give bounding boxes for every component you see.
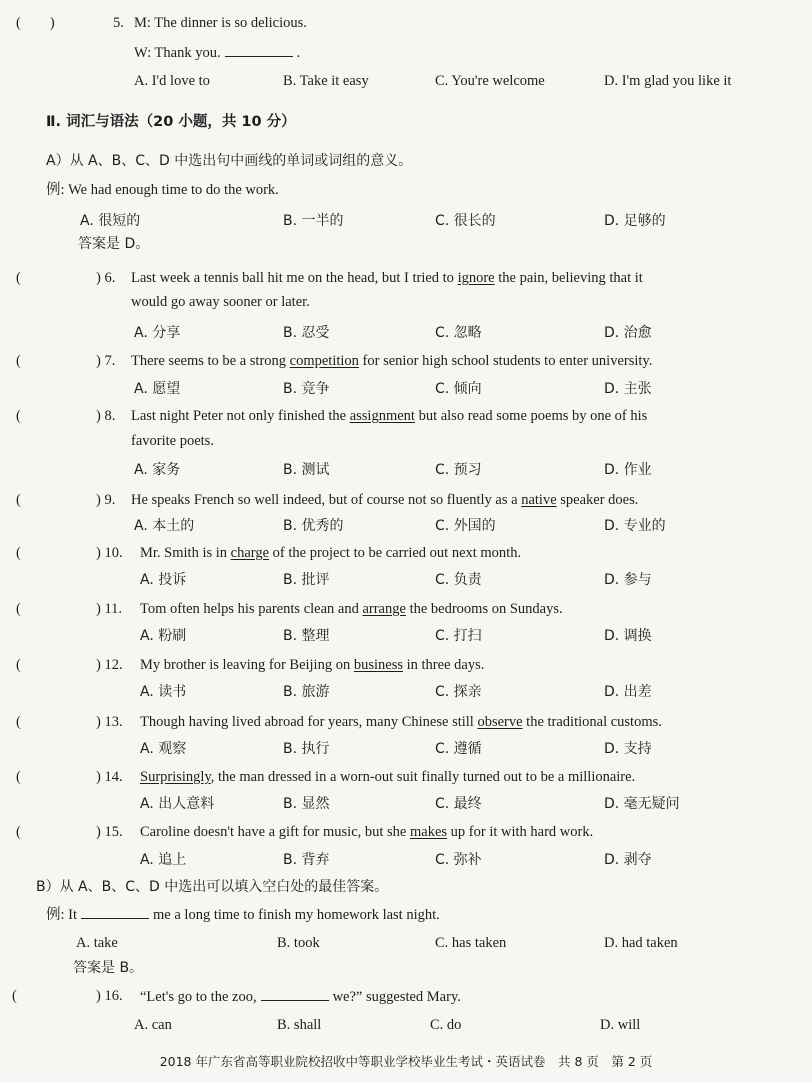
part-b-instruction: B）从 A、B、C、D 中选出可以填入空白处的最佳答案。 bbox=[36, 879, 389, 895]
option-a[interactable]: A. I'd love to bbox=[134, 73, 210, 89]
answer-bracket[interactable]: ( bbox=[16, 270, 21, 286]
option-c[interactable]: C. 遵循 bbox=[435, 741, 482, 757]
answer-bracket[interactable]: ( bbox=[16, 714, 21, 730]
option-c[interactable]: C. 弥补 bbox=[435, 852, 482, 868]
option-c[interactable]: C. 负责 bbox=[435, 572, 482, 588]
option-b[interactable]: B. 背弃 bbox=[283, 852, 330, 868]
option-c[interactable]: C. 倾向 bbox=[435, 381, 482, 397]
option-b: B. 一半的 bbox=[283, 213, 344, 229]
option-a[interactable]: A. 投诉 bbox=[140, 572, 187, 588]
question-number: ) 8. bbox=[96, 408, 116, 424]
underlined-word: observe bbox=[477, 714, 523, 730]
option-c[interactable]: C. do bbox=[430, 1017, 462, 1033]
option-a[interactable]: A. 分享 bbox=[134, 325, 181, 341]
part-a-instruction: A）从 A、B、C、D 中选出句中画线的单词或词组的意义。 bbox=[46, 153, 413, 169]
option-b[interactable]: B. 批评 bbox=[283, 572, 330, 588]
option-b[interactable]: B. 整理 bbox=[283, 628, 330, 644]
option-a[interactable]: A. 粉刷 bbox=[140, 628, 187, 644]
answer-bracket[interactable]: ( bbox=[16, 408, 21, 424]
question-number: ) 9. bbox=[96, 492, 116, 508]
underlined-word: arrange bbox=[362, 601, 406, 617]
option-b[interactable]: B. Take it easy bbox=[283, 73, 369, 89]
answer-bracket[interactable]: ( bbox=[16, 353, 21, 369]
answer-bracket[interactable]: ( ) bbox=[16, 15, 55, 31]
option-c[interactable]: C. You're welcome bbox=[435, 73, 545, 89]
exam-page: ( ) 5. M: The dinner is so delicious. W: Thank you. . A. I'd love to B. Take it easy C. You're welcome D. I'm glad you like it Ⅱ. 词汇与语法（20 小题，共 10 分） A）从 A、B、C、D 中选出句中画线的单词或词组的意义。 例: We had enough time to do the work. A. 很短的 B. 一半的 C. 很长的 D. 足够的 答案是 D。 ( ) 6. Last week a tennis ball hit me on the head, but I tried to ignore the pain, believing that it would go away sooner or later. A. 分享 B. 忍受 C. 忽略 D. 治愈 ( ) 7. There seems to be a strong competition for senior high school students to enter university. A. 愿望 B. 竞争 C. 倾向 D. 主张 ( ) 8. Last night Peter not only finished the assignment but also read some poems by one of his favorite poets. A. 家务 B. 测试 C. 预习 D. 作业 ( ) 9. He speaks French so well indeed, but of course not so fluently as a native speaker does. A. 本土的 B. 优秀的 C. 外国的 D. 专业的 ( ) 10. Mr. Smith is in charge of the project to be carried out next month. A. 投诉 B. 批评 C. 负责 D. 参与 ( ) 11. Tom often helps his parents clean and arrange the bedrooms on Sundays. A. 粉刷 B. 整理 C. 打扫 D. 调换 ( ) 12. My brother is leaving for Beijing on business in three days. A. 读书 B. 旅游 C. 探亲 D. 出差 ( ) 13. Though having lived abroad for years, many Chinese still observe the traditional customs. A. 观察 B. 执行 C. 遵循 D. 支持 ( ) 14. Surprisingly, the man dressed in a worn-out suit finally turned out to be a millionaire. A. 出人意料 B. 显然 C. 最终 D. 毫无疑问 ( ) 15. Caroline doesn't have a gift for music, but she makes up for it with hard work. A. 追上 B. 背弃 C. 弥补 D. 剥夺 B）从 A、B、C、D 中选出可以填入空白处的最佳答案。 例: It me a long time to finish my homework last night. A. take B. took C. has taken D. had taken 答案是 B。 ( ) 16. “Let's go to the zoo, we?” suggested Mary. A. can B. shall C. do D. will 2018 年广东省高等职业院校招收中等职业学校毕业生考试・英语试卷 共 8 页 第 2 页 bbox=[0, 0, 812, 1082]
option-b[interactable]: B. shall bbox=[277, 1017, 322, 1033]
option-b[interactable]: B. 测试 bbox=[283, 462, 330, 478]
option-d: D. had taken bbox=[604, 935, 678, 951]
option-a[interactable]: A. can bbox=[134, 1017, 172, 1033]
option-b[interactable]: B. 显然 bbox=[283, 796, 330, 812]
underlined-word: ignore bbox=[457, 270, 495, 286]
option-d[interactable]: D. 毫无疑问 bbox=[604, 796, 680, 812]
option-d[interactable]: D. 专业的 bbox=[604, 518, 666, 534]
example-answer: 答案是 D。 bbox=[78, 236, 150, 252]
option-c[interactable]: C. 最终 bbox=[435, 796, 482, 812]
option-a[interactable]: A. 出人意料 bbox=[140, 796, 215, 812]
option-a[interactable]: A. 观察 bbox=[140, 741, 187, 757]
option-d: D. 足够的 bbox=[604, 213, 666, 229]
answer-bracket[interactable]: ( bbox=[16, 601, 21, 617]
option-b[interactable]: B. 执行 bbox=[283, 741, 330, 757]
option-b[interactable]: B. 竞争 bbox=[283, 381, 330, 397]
underlined-word: competition bbox=[289, 353, 359, 369]
fill-blank bbox=[261, 986, 329, 1001]
option-c: C. 很长的 bbox=[435, 213, 496, 229]
option-a[interactable]: A. 读书 bbox=[140, 684, 187, 700]
dialogue-reply: W: Thank you. bbox=[134, 45, 221, 61]
underlined-word: Surprisingly bbox=[140, 769, 211, 785]
underlined-word: assignment bbox=[349, 408, 415, 424]
option-b: B. took bbox=[277, 935, 320, 951]
option-c[interactable]: C. 预习 bbox=[435, 462, 482, 478]
option-b[interactable]: B. 优秀的 bbox=[283, 518, 344, 534]
option-d[interactable]: D. I'm glad you like it bbox=[604, 73, 732, 89]
underlined-word: charge bbox=[230, 545, 270, 561]
option-c[interactable]: C. 外国的 bbox=[435, 518, 496, 534]
question-number: ) 11. bbox=[96, 601, 123, 617]
option-b[interactable]: B. 旅游 bbox=[283, 684, 330, 700]
option-b[interactable]: B. 忍受 bbox=[283, 325, 330, 341]
example-sentence-b: 例: It me a long time to finish my homework last night. bbox=[46, 904, 440, 924]
option-a[interactable]: A. 追上 bbox=[140, 852, 187, 868]
option-d[interactable]: D. 参与 bbox=[604, 572, 652, 588]
option-a: A. take bbox=[76, 935, 118, 951]
option-d[interactable]: D. 主张 bbox=[604, 381, 652, 397]
option-d[interactable]: D. 治愈 bbox=[604, 325, 652, 341]
option-c: C. has taken bbox=[435, 935, 507, 951]
option-c[interactable]: C. 打扫 bbox=[435, 628, 482, 644]
option-d[interactable]: D. will bbox=[600, 1017, 641, 1033]
question-number: ) 10. bbox=[96, 545, 123, 561]
option-c[interactable]: C. 探亲 bbox=[435, 684, 482, 700]
option-d[interactable]: D. 剥夺 bbox=[604, 852, 652, 868]
answer-bracket[interactable]: ( bbox=[16, 769, 21, 785]
example-b-answer: 答案是 B。 bbox=[73, 960, 144, 976]
answer-bracket[interactable]: ( bbox=[12, 988, 17, 1004]
underlined-word: makes bbox=[410, 824, 448, 840]
option-d[interactable]: D. 支持 bbox=[604, 741, 652, 757]
option-a[interactable]: A. 家务 bbox=[134, 462, 181, 478]
question-number: ) 13. bbox=[96, 714, 123, 730]
question-number: ) 6. bbox=[96, 270, 116, 286]
question-number: ) 14. bbox=[96, 769, 123, 785]
underlined-word: business bbox=[353, 657, 403, 673]
example-sentence: 例: We had enough time to do the work. bbox=[46, 182, 279, 198]
answer-bracket[interactable]: ( bbox=[16, 657, 21, 673]
answer-bracket[interactable]: ( bbox=[16, 824, 21, 840]
option-c[interactable]: C. 忽略 bbox=[435, 325, 482, 341]
option-a: A. 很短的 bbox=[80, 213, 141, 229]
answer-bracket[interactable]: ( bbox=[16, 492, 21, 508]
question-number: 5. bbox=[113, 15, 124, 31]
question-number: ) 16. bbox=[96, 988, 123, 1004]
underlined-word: native bbox=[521, 492, 557, 508]
question-number: ) 15. bbox=[96, 824, 123, 840]
option-d[interactable]: D. 出差 bbox=[604, 684, 652, 700]
page-footer: 2018 年广东省高等职业院校招收中等职业学校毕业生考试・英语试卷 共 8 页 第 2 页 bbox=[159, 1054, 653, 1069]
option-a[interactable]: A. 愿望 bbox=[134, 381, 181, 397]
question-number: ) 7. bbox=[96, 353, 116, 369]
option-d[interactable]: D. 调换 bbox=[604, 628, 652, 644]
fill-blank bbox=[225, 42, 293, 57]
option-a[interactable]: A. 本土的 bbox=[134, 518, 195, 534]
fill-blank bbox=[81, 904, 149, 919]
option-d[interactable]: D. 作业 bbox=[604, 462, 652, 478]
answer-bracket[interactable]: ( bbox=[16, 545, 21, 561]
question-number: ) 12. bbox=[96, 657, 123, 673]
section-title: Ⅱ. 词汇与语法（20 小题，共 10 分） bbox=[46, 114, 296, 130]
question-stem: M: The dinner is so delicious. bbox=[134, 15, 307, 31]
